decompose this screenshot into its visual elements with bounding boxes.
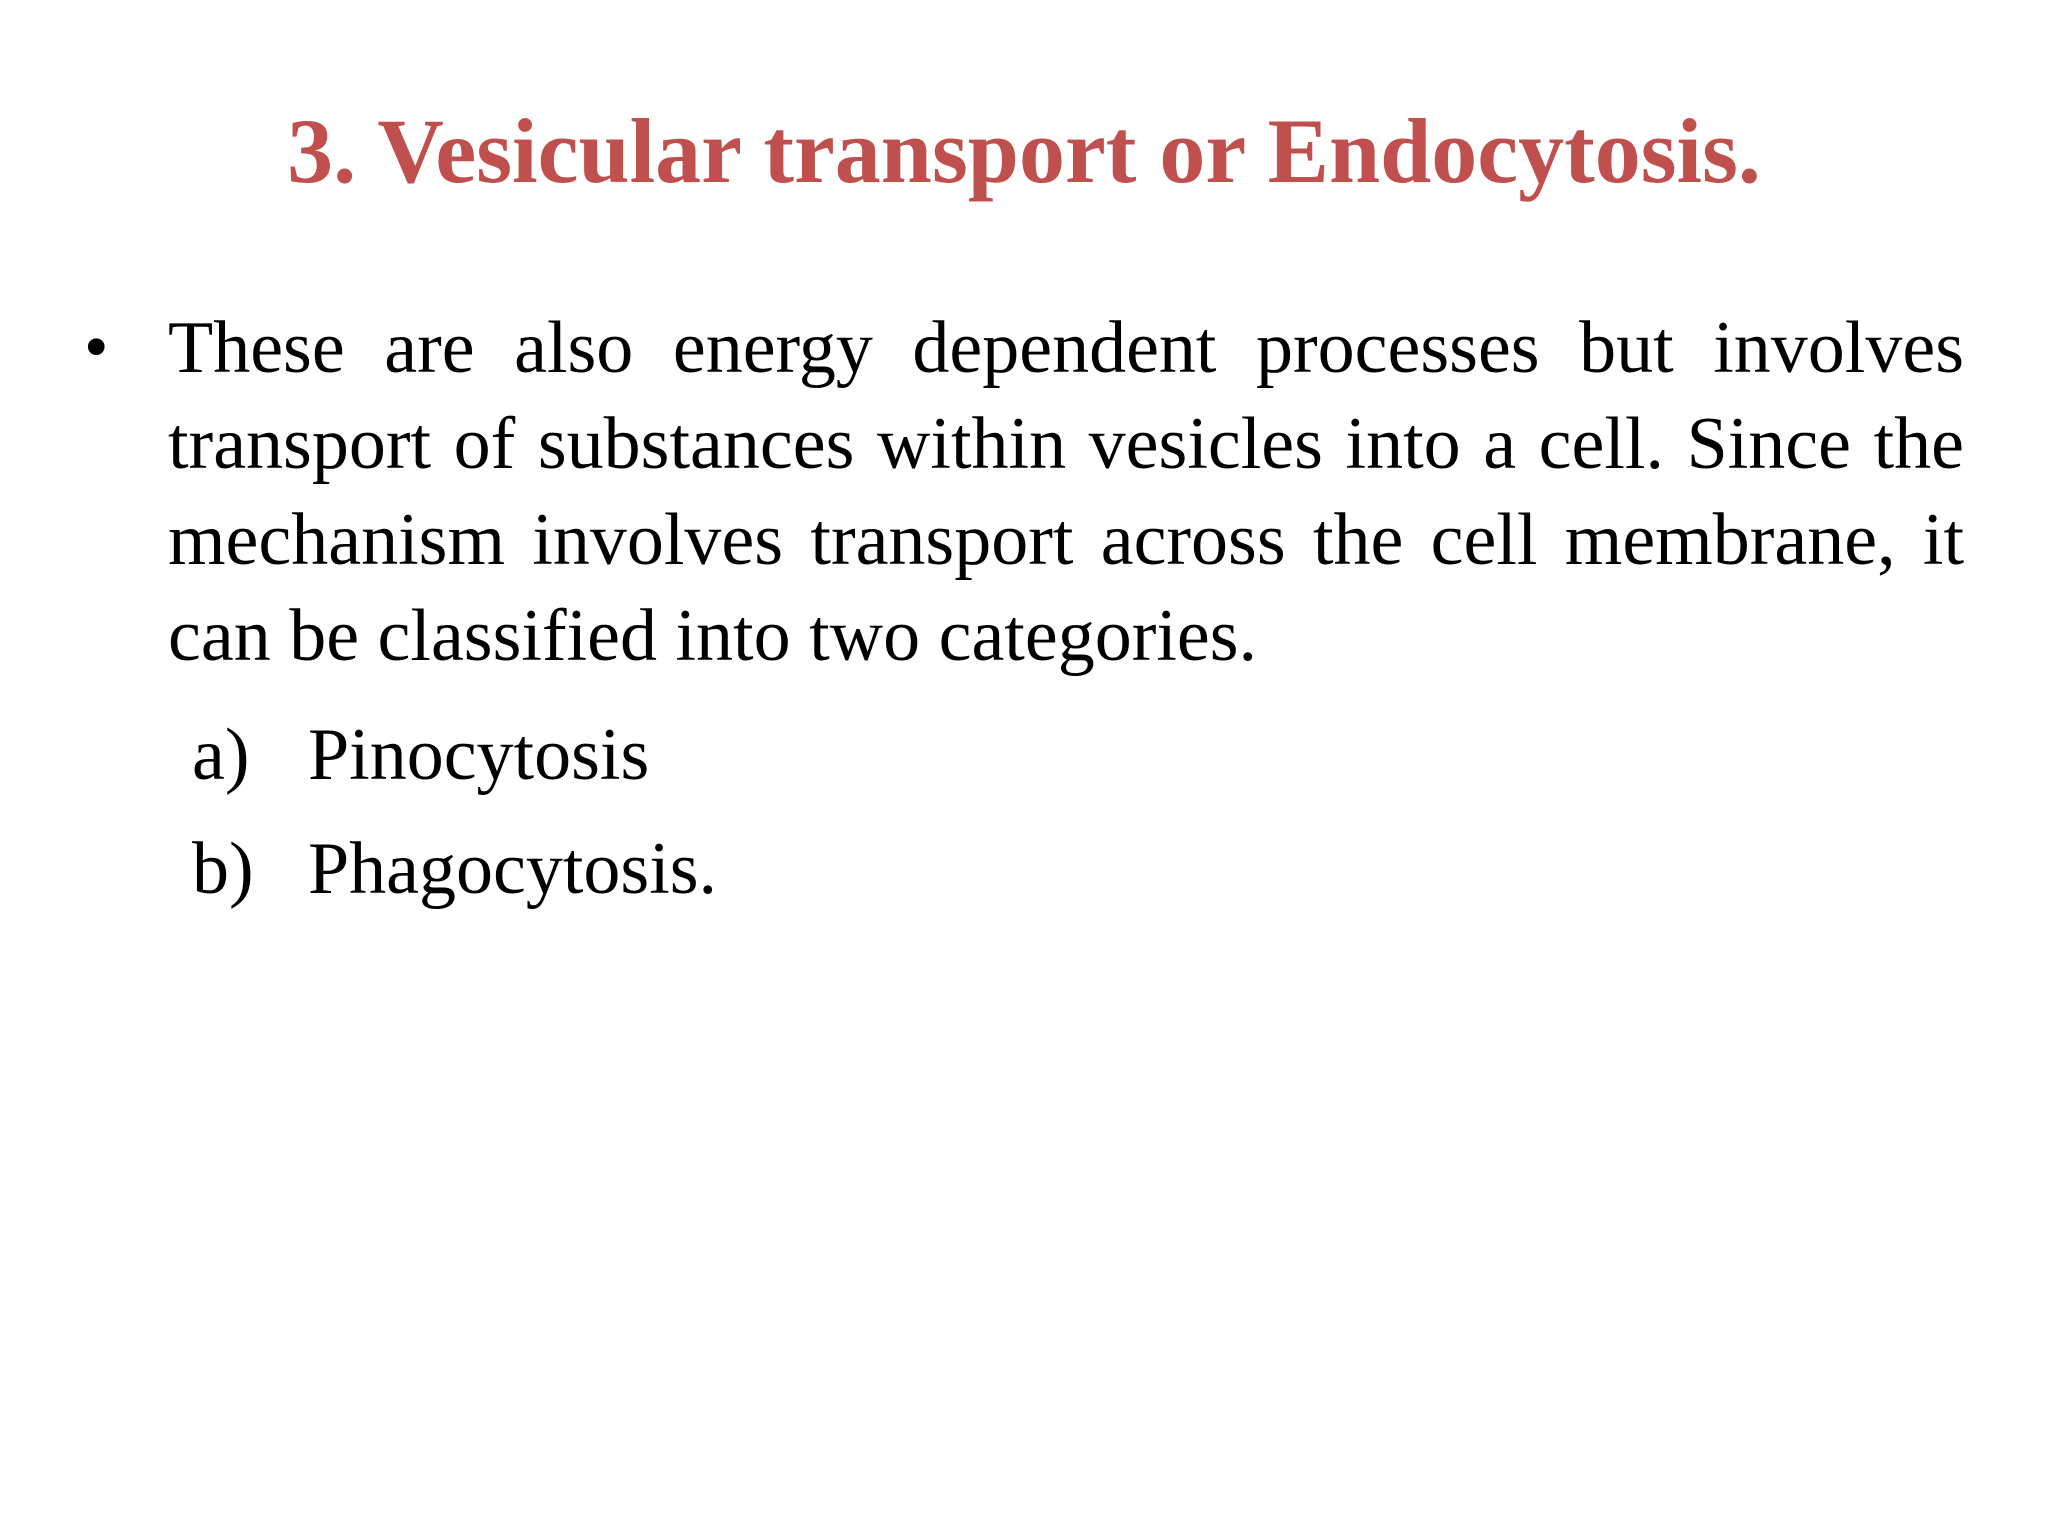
bullet-dot-icon: • [84, 309, 109, 386]
bullet-item [84, 300, 1964, 684]
bullet-text: These are also energy dependent processes but involves transport of substances within vesicles into a cell. Since the mechanism involves transport across the cell membrane, it can be classified into two categories. [168, 307, 1964, 677]
category-label: Pinocytosis [308, 714, 650, 796]
category-item-phagocytosis [84, 812, 1964, 926]
slide-title: 3. Vesicular transport or Endocytosis. [287, 100, 1761, 202]
category-marker: a) [192, 714, 250, 796]
category-label: Phagocytosis. [308, 828, 718, 910]
category-item-pinocytosis [84, 698, 1964, 812]
category-marker: b) [192, 828, 254, 910]
slide-content [84, 300, 1964, 926]
category-list [84, 698, 1964, 926]
